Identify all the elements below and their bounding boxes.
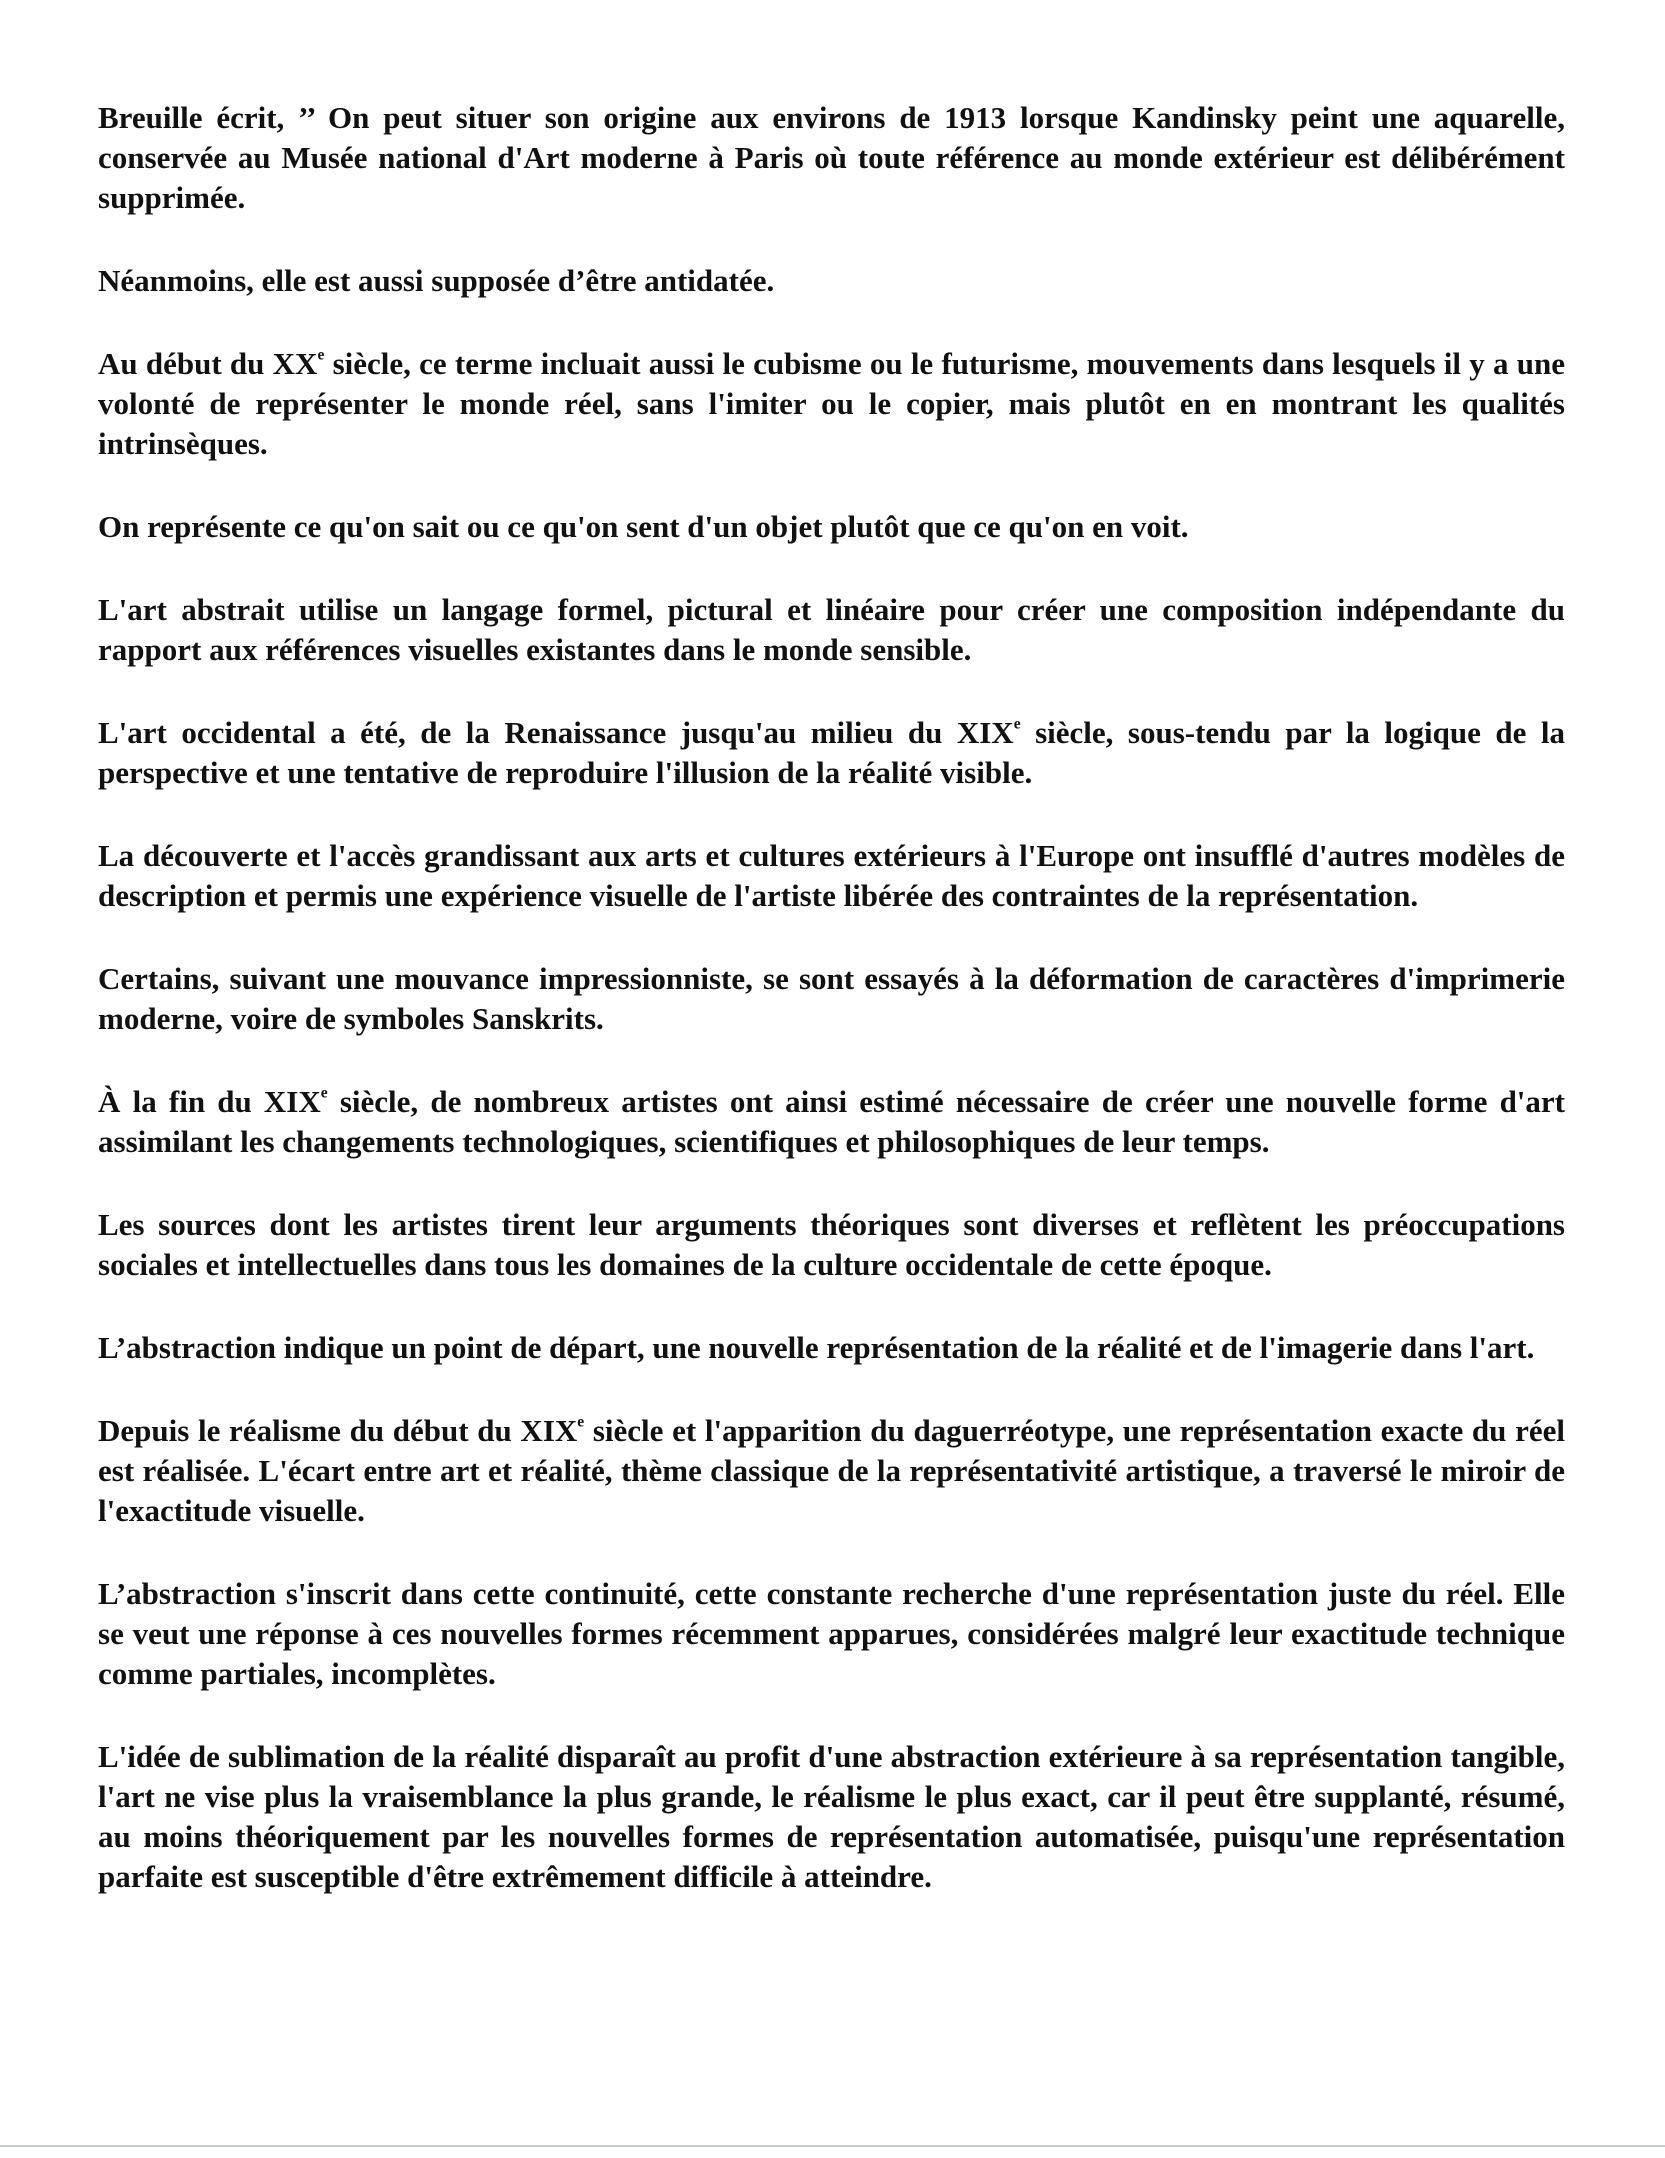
paragraph (98, 959, 1565, 1039)
paragraph (98, 507, 1565, 547)
paragraph-text: L'art abstrait utilise un langage formel, pictural et linéaire pour créer une composition indépendante du rapport aux références visuelles existantes dans le monde sensible. (98, 592, 1565, 667)
paragraph (98, 1411, 1565, 1531)
paragraph (98, 836, 1565, 916)
paragraph (98, 1205, 1565, 1285)
paragraph (98, 1737, 1565, 1897)
paragraph (98, 98, 1565, 218)
paragraph (98, 344, 1565, 464)
superscript-text: e (320, 1084, 328, 1102)
paragraph (98, 1574, 1565, 1694)
paragraph-text: siècle, sous-tendu par la logique de la perspective et une tentative de reproduire l'illusion de la réalité visible. (98, 715, 1565, 790)
paragraph-text: On représente ce qu'on sait ou ce qu'on sent d'un objet plutôt que ce qu'on en voit. (98, 509, 1189, 544)
paragraph (98, 713, 1565, 793)
paragraph-text: Depuis le réalisme du début du XIX (98, 1413, 578, 1448)
paragraph-text: Au début du XX (98, 346, 318, 381)
paragraph-text: La découverte et l'accès grandissant aux arts et cultures extérieurs à l'Europe ont insufflé d'autres modèles de description et permis une expérience visuelle de l'artiste libérée des contraintes de la représentation. (98, 838, 1565, 913)
paragraph-text: L’abstraction s'inscrit dans cette continuité, cette constante recherche d'une représentation juste du réel. Elle se veut une réponse à ces nouvelles formes récemment apparues, considérées malgré leur exactitude technique comme partiales, incomplètes. (98, 1576, 1565, 1691)
paragraph-text: Certains, suivant une mouvance impressionniste, se sont essayés à la déformation de caractères d'imprimerie moderne, voire de symboles Sanskrits. (98, 961, 1565, 1036)
paragraph-text: L'art occidental a été, de la Renaissance jusqu'au milieu du XIX (98, 715, 1014, 750)
paragraph-text: L’abstraction indique un point de départ, une nouvelle représentation de la réalité et de l'imagerie dans l'art. (98, 1330, 1535, 1365)
paragraph (98, 261, 1565, 301)
paragraph-text: Les sources dont les artistes tirent leur arguments théoriques sont diverses et reflètent les préoccupations sociales et intellectuelles dans tous les domaines de la culture occidentale de cette époque. (98, 1207, 1565, 1282)
superscript-text: e (577, 1413, 585, 1431)
superscript-text: e (317, 346, 325, 364)
paragraph-text: L'idée de sublimation de la réalité disparaît au profit d'une abstraction extérieure à sa représentation tangible, l'art ne vise plus la vraisemblance la plus grande, le réalisme le plus exact, car il peut être supplanté, résumé, au moins théoriquement par les nouvelles formes de représentation automatisée, puisqu'une représentation parfaite est susceptible d'être extrêmement difficile à atteindre. (98, 1739, 1565, 1894)
paragraph (98, 590, 1565, 670)
superscript-text: e (1013, 715, 1021, 733)
paragraph (98, 1328, 1565, 1368)
paragraph-text: À la fin du XIX (98, 1084, 321, 1119)
body-text (98, 98, 1565, 1897)
page-bottom-rule (0, 2145, 1665, 2147)
paragraph-text: Néanmoins, elle est aussi supposée d’être antidatée. (98, 263, 775, 298)
paragraph-text: siècle, de nombreux artistes ont ainsi estimé nécessaire de créer une nouvelle forme d'art assimilant les changements technologiques, scientifiques et philosophiques de leur temps. (98, 1084, 1566, 1159)
paragraph (98, 1082, 1565, 1162)
paragraph-text: Breuille écrit, ’’ On peut situer son origine aux environs de 1913 lorsque Kandinsky peint une aquarelle, conservée au Musée national d'Art moderne à Paris où toute référence au monde extérieur est délibérément supprimée. (98, 100, 1565, 215)
paragraph-text: siècle, ce terme incluait aussi le cubisme ou le futurisme, mouvements dans lesquels il y a une volonté de représenter le monde réel, sans l'imiter ou le copier, mais plutôt en en montrant les qualités intrinsèques. (98, 346, 1565, 461)
paragraph-text: siècle et l'apparition du daguerréotype, une représentation exacte du réel est réalisée. L'écart entre art et réalité, thème classique de la représentativité artistique, a traversé le miroir de l'exactitude visuelle. (98, 1413, 1565, 1528)
